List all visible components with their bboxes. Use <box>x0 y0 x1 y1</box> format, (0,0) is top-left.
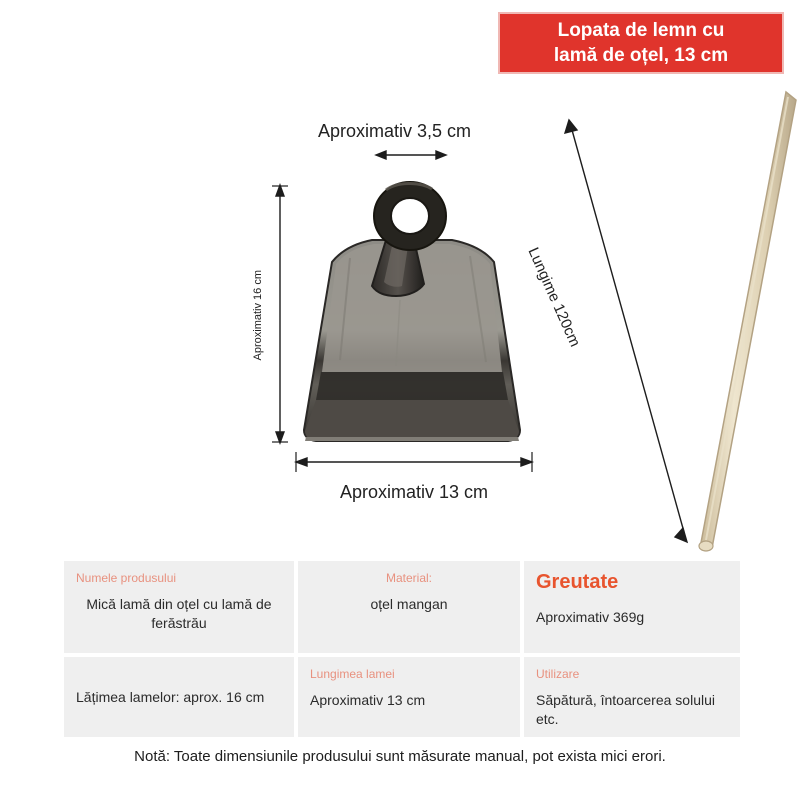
spec-key: Utilizare <box>536 667 580 681</box>
table-row <box>64 657 740 737</box>
spec-value: Aproximativ 369g <box>536 609 645 625</box>
top-dimension-arrow <box>376 151 446 159</box>
wooden-handle <box>699 92 796 551</box>
title-line-2: lamă de oțel, 13 cm <box>553 45 729 66</box>
spec-value: Lățimea lamelor: aprox. 16 cm <box>76 688 265 705</box>
spec-cell-blade-length <box>298 657 520 737</box>
spec-key: Lungimea lamei <box>310 667 395 681</box>
spec-cell-weight <box>524 561 740 653</box>
table-row <box>64 561 740 653</box>
left-dimension-label: Aproximativ 16 cm <box>252 270 264 361</box>
spec-key: Numele produsului <box>76 571 177 585</box>
spec-cell-product-name <box>64 561 294 653</box>
spec-key: Material: <box>385 571 432 585</box>
bottom-dimension-label: Aproximativ 13 cm <box>340 482 489 502</box>
spec-cell-usage <box>524 657 740 737</box>
title-line-1: Lopata de lemn cu <box>557 20 725 41</box>
specification-table <box>64 561 740 741</box>
spec-key: Greutate <box>536 571 619 593</box>
bottom-dimension-arrow <box>296 452 532 472</box>
footer-note: Notă: Toate dimensiunile produsului sunt măsurate manual, pot exista mici erori. <box>134 748 666 765</box>
left-dimension-arrow <box>272 185 288 443</box>
spec-cell-material <box>298 561 520 653</box>
spec-cell-blade-width <box>64 657 294 737</box>
spec-value: oțel mangan <box>370 596 448 612</box>
spec-value: Săpătură, întoarcerea solului etc. <box>536 692 715 727</box>
spec-value: Mică lamă din oțel cu lamă de ferăstrău <box>86 596 272 631</box>
handle-dimension-label: Lungime 120cm <box>524 245 584 350</box>
handle-dimension-arrow <box>565 120 687 542</box>
spec-value: Aproximativ 13 cm <box>310 692 426 708</box>
top-dimension-label: Aproximativ 3,5 cm <box>318 121 472 141</box>
bottom-spacer <box>0 788 800 800</box>
